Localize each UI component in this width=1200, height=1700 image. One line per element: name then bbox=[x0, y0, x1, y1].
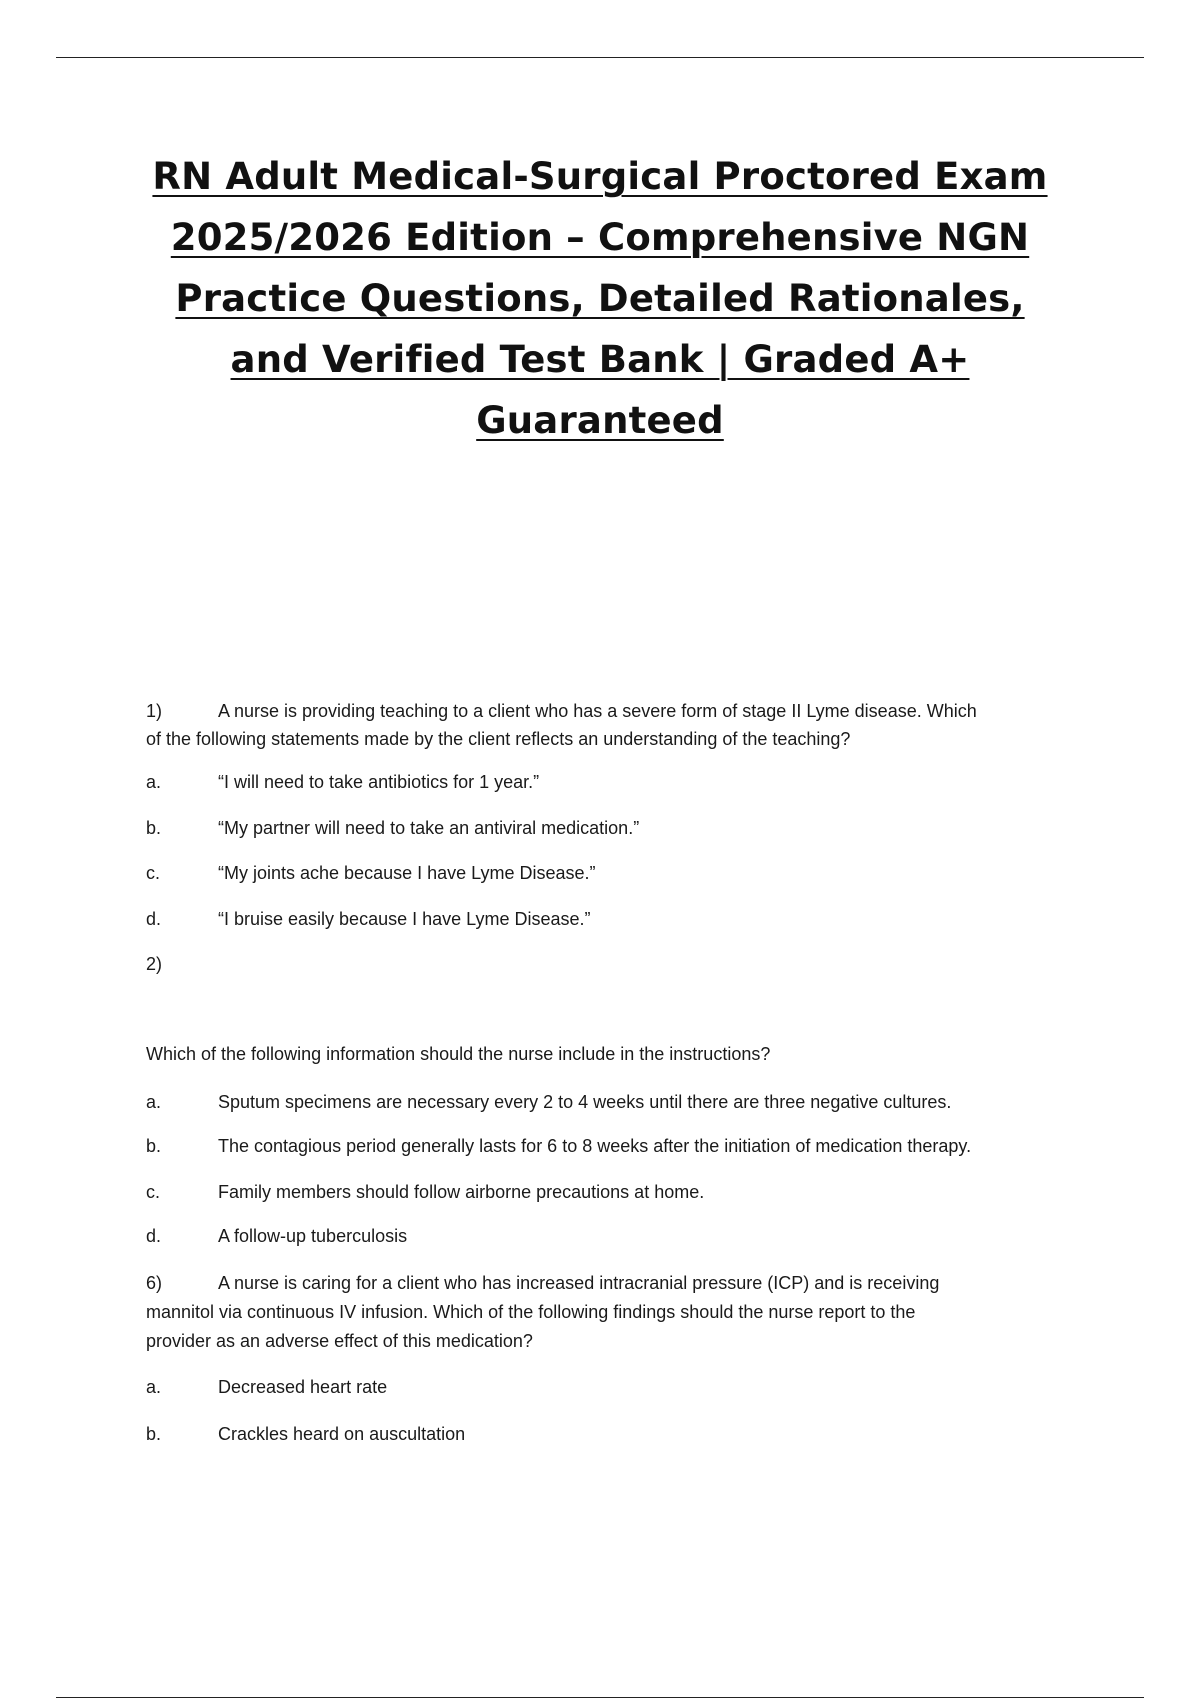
option-letter: a. bbox=[146, 1377, 162, 1397]
question-stem: A nurse is providing teaching to a client who has a severe form of stage II Lyme disease. Which bbox=[218, 701, 977, 721]
question-stem: Which of the following information should the nurse include in the instructions? bbox=[146, 1044, 771, 1064]
question-number: 2) bbox=[146, 954, 163, 974]
question-number: 1) bbox=[146, 701, 163, 721]
option-text: “I will need to take antibiotics for 1 year.” bbox=[218, 772, 540, 792]
option-text: “My joints ache because I have Lyme Disease.” bbox=[218, 863, 596, 883]
option-letter: b. bbox=[146, 1136, 162, 1156]
question-number: 6) bbox=[146, 1273, 163, 1293]
option-text: Family members should follow airborne precautions at home. bbox=[218, 1182, 705, 1202]
option-letter: b. bbox=[146, 818, 162, 838]
question-stem: mannitol via continuous IV infusion. Which of the following findings should the nurse report to the bbox=[146, 1302, 916, 1322]
option-text: Sputum specimens are necessary every 2 to 4 weeks until there are three negative cultures. bbox=[218, 1092, 952, 1112]
option-letter: c. bbox=[146, 863, 161, 883]
bottom-rule bbox=[56, 1697, 1144, 1698]
option-letter: a. bbox=[146, 772, 162, 792]
option-letter: b. bbox=[146, 1424, 162, 1444]
option-text: Crackles heard on auscultation bbox=[218, 1424, 466, 1444]
question-stem: provider as an adverse effect of this medication? bbox=[146, 1331, 533, 1351]
title-line: RN Adult Medical-Surgical Proctored Exam bbox=[152, 155, 1048, 198]
question-stem: of the following statements made by the client reflects an understanding of the teaching? bbox=[146, 729, 851, 749]
option-letter: a. bbox=[146, 1092, 162, 1112]
option-letter: d. bbox=[146, 909, 162, 929]
option-text: Decreased heart rate bbox=[218, 1377, 388, 1397]
question-stem: A nurse is caring for a client who has increased intracranial pressure (ICP) and is receiving bbox=[218, 1273, 940, 1293]
option-letter: c. bbox=[146, 1182, 161, 1202]
title-line: Guaranteed bbox=[476, 399, 724, 442]
title-line: and Verified Test Bank | Graded A+ bbox=[230, 338, 970, 381]
option-letter: d. bbox=[146, 1226, 162, 1246]
title-line: 2025/2026 Edition – Comprehensive NGN bbox=[170, 216, 1030, 259]
option-text: “I bruise easily because I have Lyme Disease.” bbox=[218, 909, 591, 929]
option-text: A follow-up tuberculosis bbox=[218, 1226, 408, 1246]
title-line: Practice Questions, Detailed Rationales, bbox=[175, 277, 1025, 320]
option-text: “My partner will need to take an antiviral medication.” bbox=[218, 818, 640, 838]
option-text: The contagious period generally lasts for 6 to 8 weeks after the initiation of medication therapy. bbox=[218, 1136, 972, 1156]
